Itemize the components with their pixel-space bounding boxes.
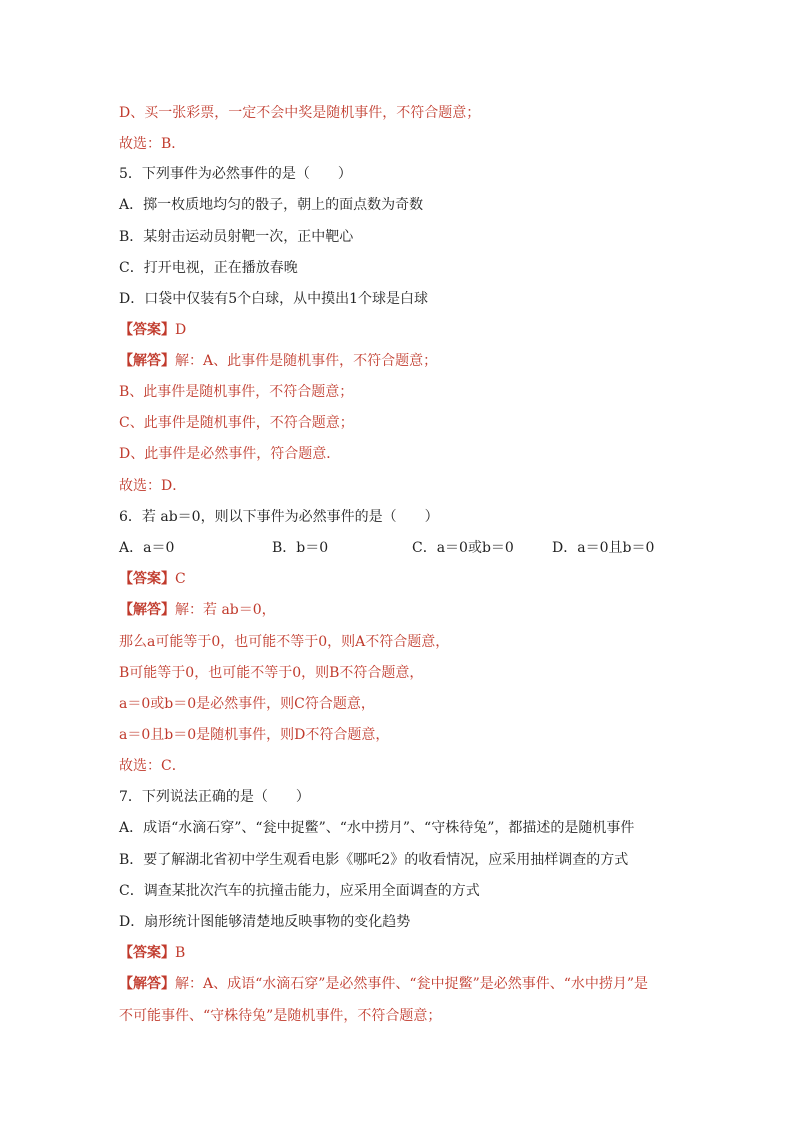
answer-tag: 【答案】	[119, 945, 175, 961]
q5-stem: 5．下列事件为必然事件的是（ ）	[119, 166, 352, 182]
q7-option-c: C．调查某批次汽车的抗撞击能力，应采用全面调查的方式	[119, 883, 480, 899]
q5-solution-3: C、此事件是随机事件，不符合题意；	[119, 415, 354, 431]
q7-option-b: B．要了解湖北省初中学生观看电影《哪吒2》的收看情况，应采用抽样调查的方式	[119, 852, 629, 868]
q6-solution-5: a＝0且b＝0是随机事件，则D不符合题意，	[119, 727, 390, 743]
q7-option-d: D．扇形统计图能够清楚地反映事物的变化趋势	[119, 914, 411, 930]
q6-option-b: B．b＝0	[272, 540, 329, 556]
answer-value: C	[175, 571, 186, 587]
q7-option-a: A．成语“水滴石穿”、“瓮中捉鳖”、“水中捞月”、“守株待兔”，都描述的是随机事件	[119, 820, 635, 836]
q4-solution-line-d: D、买一张彩票，一定不会中奖是随机事件，不符合题意；	[119, 105, 481, 121]
q6-solution-4: a＝0或b＝0是必然事件，则C符合题意，	[119, 696, 375, 712]
q6-selection: 故选：C．	[119, 758, 186, 774]
q7-stem: 7．下列说法正确的是（ ）	[119, 789, 310, 805]
solution-tag: 【解答】	[119, 602, 175, 618]
solution-tag: 【解答】	[119, 353, 175, 369]
q4-selection: 故选：B．	[119, 136, 186, 152]
q5-answer	[119, 320, 186, 340]
q6-options	[119, 538, 699, 558]
q6-option-d: D．a＝0且b＝0	[552, 540, 655, 556]
answer-value: B	[175, 945, 186, 961]
q6-stem: 6．若 ab＝0，则以下事件为必然事件的是（ ）	[119, 509, 439, 525]
q5-option-c: C．打开电视，正在播放春晚	[119, 260, 298, 276]
q5-option-b: B．某射击运动员射靶一次，正中靶心	[119, 229, 354, 245]
q7-solution-1: 【解答】解：A、成语“水滴石穿”是必然事件、“瓮中捉鳖”是必然事件、“水中捞月”是	[119, 976, 649, 992]
q6-option-a: A．a＝0	[119, 540, 175, 556]
q6-option-c: C．a＝0或b＝0	[412, 540, 514, 556]
q5-solution-4: D、此事件是必然事件，符合题意．	[119, 446, 341, 462]
answer-tag: 【答案】	[119, 322, 175, 338]
q5-option-a: A．掷一枚质地均匀的骰子，朝上的面点数为奇数	[119, 197, 424, 213]
q7-answer	[119, 943, 185, 963]
q5-solution-2: B、此事件是随机事件，不符合题意；	[119, 384, 354, 400]
q6-solution-3: B可能等于0，也可能不等于0，则B不符合题意，	[119, 665, 424, 681]
q5-option-d: D．口袋中仅装有5个白球，从中摸出1个球是白球	[119, 291, 429, 307]
q7-solution-2: 不可能事件、“守株待兔”是随机事件，不符合题意；	[119, 1008, 442, 1024]
q5-selection: 故选：D．	[119, 478, 187, 494]
solution-tag: 【解答】	[119, 976, 175, 992]
q6-solution-1: 【解答】解：若 ab＝0，	[119, 602, 276, 618]
answer-tag: 【答案】	[119, 571, 175, 587]
q5-solution-1: 【解答】解：A、此事件是随机事件，不符合题意；	[119, 353, 438, 369]
q6-solution-2: 那么a可能等于0，也可能不等于0，则A不符合题意，	[119, 634, 450, 650]
q6-answer	[119, 569, 186, 589]
answer-value: D	[175, 322, 187, 338]
